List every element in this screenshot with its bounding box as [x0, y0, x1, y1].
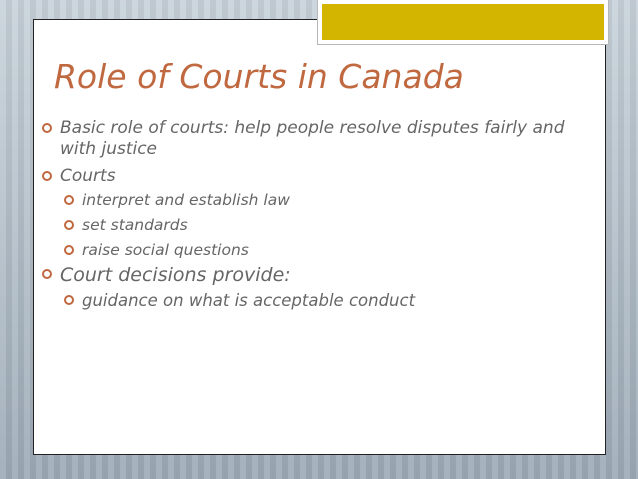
sub-bullet-text: guidance on what is acceptable conduct	[82, 291, 416, 310]
circle-bullet-icon	[42, 171, 52, 181]
circle-bullet-icon	[64, 195, 74, 205]
sub-bullet-item	[42, 288, 572, 313]
bullet-item	[42, 166, 572, 187]
bullet-text: Basic role of courts: help people resolve disputes fairly and with justice	[60, 118, 565, 159]
sub-bullet-text: set standards	[82, 216, 188, 234]
sub-bullet-item	[42, 188, 572, 213]
sub-bullet-group	[42, 188, 572, 263]
bullet-text: Courts	[60, 166, 116, 186]
circle-bullet-icon	[64, 220, 74, 230]
circle-bullet-icon	[42, 269, 52, 279]
sub-bullet-text: raise social questions	[82, 241, 249, 259]
sub-bullet-list	[42, 188, 572, 263]
circle-bullet-icon	[64, 295, 74, 305]
sub-bullet-item	[42, 238, 572, 263]
bullet-item	[42, 263, 572, 287]
circle-bullet-icon	[42, 123, 52, 133]
bullet-item	[42, 118, 572, 160]
sub-bullet-item	[42, 213, 572, 238]
sub-bullet-list	[42, 288, 572, 313]
circle-bullet-icon	[64, 245, 74, 255]
accent-bar	[318, 0, 608, 44]
bullet-list	[42, 118, 572, 313]
slide-title: Role of Courts in Canada	[54, 57, 464, 96]
sub-bullet-group	[42, 288, 572, 313]
sub-bullet-text: interpret and establish law	[82, 191, 290, 209]
bullet-text: Court decisions provide:	[60, 264, 291, 286]
